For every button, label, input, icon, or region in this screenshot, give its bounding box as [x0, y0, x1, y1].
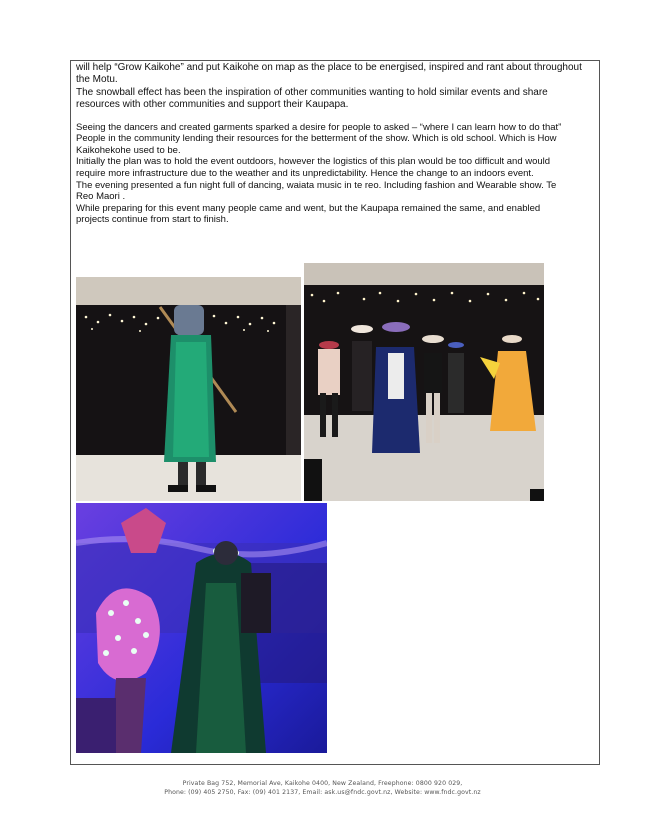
body-line: Reo Maori .: [76, 191, 126, 203]
footer-line: Private Bag 752, Memorial Ave, Kaikohe 0400, New Zealand, Freephone: 0800 920 029,: [182, 780, 463, 787]
body-text: [76, 62, 596, 226]
body-line: The evening presented a fun night full of dancing, waiata music in te reo. Including fashion and Wearable show. Te: [76, 179, 557, 191]
footer-line: Phone: (09) 405 2750, Fax: (09) 401 2137, Email: ask.us@fndc.govt.nz, Website: www.fndc.govt.nz: [164, 789, 481, 796]
body-line: The snowball effect has been the inspiration of other communities wanting to hold similar events and share: [76, 86, 548, 98]
body-line: projects continue from start to finish.: [76, 214, 229, 226]
body-line: People in the community lending their resources for the betterment of the show. Which is old school. Which is How: [76, 133, 557, 145]
photo-performer-staff: [76, 277, 301, 501]
body-line: require more infrastructure due to the weather and its unpredictability. Hence the change to an indoors event.: [76, 168, 534, 179]
photo-wearable-arts-blue: [76, 503, 327, 753]
body-line: Initially the plan was to hold the event outdoors, however the logistics of this plan would be too difficult and would: [76, 156, 551, 168]
body-line: Kaikohekohe used to be.: [76, 144, 181, 156]
photo-dancers-group: [304, 263, 544, 501]
body-line: Seeing the dancers and created garments sparked a desire for people to asked – “where I can learn how to do that”: [76, 121, 562, 133]
body-line: the Motu.: [76, 74, 118, 86]
body-line: While preparing for this event many people came and went, but the Kaupapa remained the same, and enabled: [76, 202, 541, 214]
body-line: resources with other communities and support their Kaupapa.: [76, 99, 349, 111]
body-line: will help “Grow Kaikohe” and put Kaikohe on map as the place to be energised, inspired and rant about throughout: [76, 62, 582, 73]
